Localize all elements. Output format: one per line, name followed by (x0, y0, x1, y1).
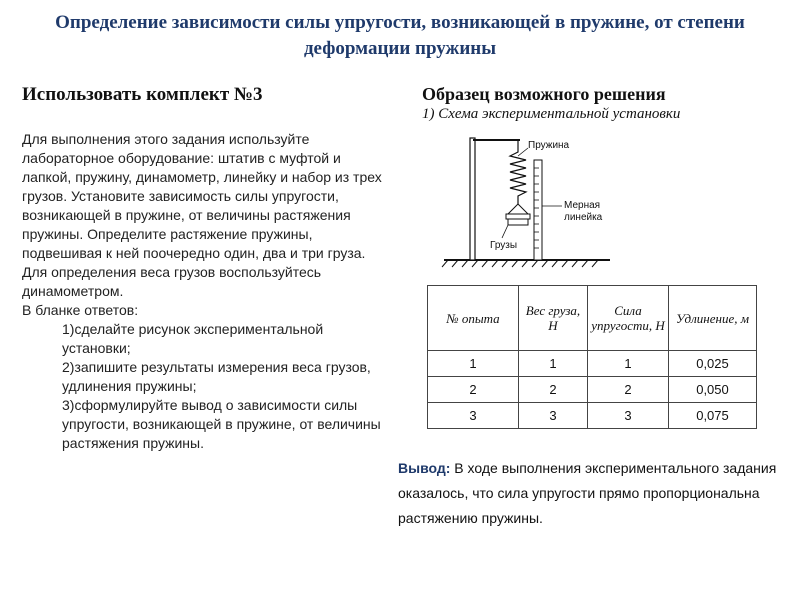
conclusion-text: В ходе выполнения экспериментального задания оказалось, что сила упругости прямо пропорциональна растяжению пружины. (398, 460, 777, 526)
page-title: Определение зависимости силы упругости, возникающей в пружине, от степени деформации пружины (55, 12, 745, 59)
cell: 1 (519, 351, 588, 377)
cell: 0,025 (669, 351, 757, 377)
cell: 3 (588, 403, 669, 429)
task-description (22, 130, 392, 453)
table-row (428, 403, 757, 429)
header-experiment: № опыта (428, 286, 519, 351)
cell: 2 (519, 377, 588, 403)
cell: 0,075 (669, 403, 757, 429)
experiment-diagram (440, 130, 640, 270)
task-paragraph: Для выполнения этого задания используйте лабораторное оборудование: штатив с муфтой и лапкой, пружину, динамометр, линейку и набор из трех грузов. Установите зависимость силы упругости, возникающей в пружине, от величины растяжения пружины. Определите растяжение пружины, подвешивая к ней поочередно один, два и три груза. Для определения веса грузов воспользуйтесь динамометром. (22, 131, 382, 299)
cell: 2 (428, 377, 519, 403)
cell: 0,050 (669, 377, 757, 403)
header-elastic-force: Сила упругости, Н (588, 286, 669, 351)
table-row (428, 377, 757, 403)
cell: 1 (428, 351, 519, 377)
schema-label: 1) Схема экспериментальной установки (422, 106, 681, 122)
results-table (427, 285, 757, 429)
step-item: 2)запишите результаты измерения веса грузов, удлинения пружины; (62, 359, 371, 394)
cell: 2 (588, 377, 669, 403)
cell: 3 (519, 403, 588, 429)
conclusion (398, 456, 793, 531)
weights-label: Грузы (490, 240, 518, 251)
ruler-label: Мерная линейка (564, 200, 603, 223)
cell: 1 (588, 351, 669, 377)
header-weight: Вес груза, Н (519, 286, 588, 351)
answer-steps (22, 320, 392, 453)
solution-heading: Образец возможного решения (422, 84, 666, 104)
answer-intro: В бланке ответов: (22, 302, 139, 318)
conclusion-label: Вывод: (398, 460, 451, 476)
header-elongation: Удлинение, м (669, 286, 757, 351)
spring-label: Пружина (528, 140, 570, 151)
table-header-row (428, 286, 757, 351)
cell: 3 (428, 403, 519, 429)
step-item: 3)сформулируйте вывод о зависимости силы упругости, возникающей в пружине, от величины растяжения пружины. (62, 397, 381, 451)
left-heading: Использовать комплект №3 (22, 84, 263, 105)
step-item: 1)сделайте рисунок экспериментальной установки; (62, 321, 324, 356)
table-row (428, 351, 757, 377)
